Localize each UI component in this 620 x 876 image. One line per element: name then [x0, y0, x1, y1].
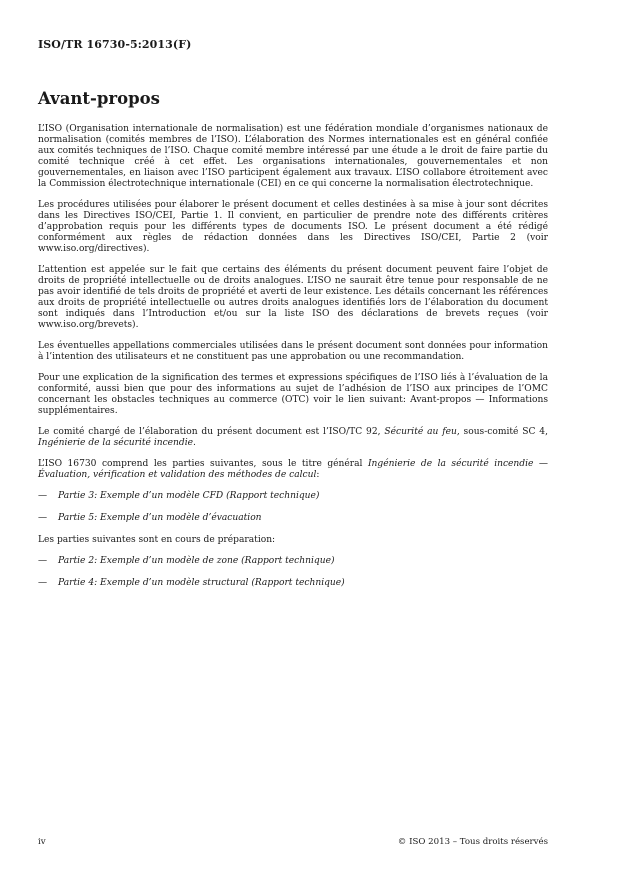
- paragraph-in-preparation: Les parties suivantes sont en cours de préparation:: [38, 535, 276, 545]
- committee-text-2: , sous-comité SC 4,: [456, 427, 548, 437]
- committee-tc-title: Sécurité au feu: [384, 427, 457, 437]
- committee-sc-title: Ingénierie de la sécurité incendie: [38, 438, 194, 448]
- committee-text-3: .: [193, 438, 196, 448]
- page-footer: [38, 837, 548, 847]
- foreword-body: [38, 124, 548, 600]
- list-dash: —: [38, 513, 48, 523]
- paragraph-procedures: Les procédures utilisées pour élaborer le présent document et celles destinées à sa mise à jour sont décrites dans les Directives ISO/CEI, Partie 1. Il convient, en particulier de prendre note des différents critères d’approbation requis pour les différents types de documents ISO. Le présent document a été rédigé conformément aux règles de rédaction données dans les Directives ISO/CEI, Partie 2 (voir www.iso.org/directives).: [38, 200, 548, 254]
- list-item-text: Partie 4: Exemple d’un modèle structural (Rapport technique): [58, 578, 345, 588]
- parts-intro-text: L’ISO 16730 comprend les parties suivantes, sous le titre général: [38, 459, 368, 469]
- paragraph-trade-names: Les éventuelles appellations commerciales utilisées dans le présent document sont données pour information à l’intention des utilisateurs et ne constituent pas une approbation ou une recommandation.: [38, 341, 548, 362]
- committee-text-1: Le comité chargé de l’élaboration du présent document est l’ISO/TC 92,: [38, 427, 385, 437]
- list-item: [38, 491, 548, 502]
- list-item-text: Partie 3: Exemple d’un modèle CFD (Rapport technique): [58, 491, 320, 501]
- list-dash: —: [38, 556, 48, 566]
- section-heading: Avant-propos: [38, 89, 160, 108]
- paragraph-patent-rights: L’attention est appelée sur le fait que certains des éléments du présent document peuvent faire l’objet de droits de propriété intellectuelle ou de droits analogues. L’ISO ne saurait être tenue pour responsable de ne pas avoir identifié de tels droits de propriété et averti de leur existence. Les détails concernant les références aux droits de propriété intellectuelle ou autres droits analogues identifiés lors de l’élaboration du document sont indiqués dans l’Introduction et/ou sur la liste ISO des déclarations de brevets reçues (voir www.iso.org/brevets).: [38, 265, 548, 330]
- paragraph-iso-organisation: L’ISO (Organisation internationale de normalisation) est une fédération mondiale d’organismes nationaux de normalisation (comités membres de l’ISO). L’élaboration des Normes internationales est en général confiée aux comités techniques de l’ISO. Chaque comité membre intéressé par une étude a le droit de faire partie du comité technique créé à cet effet. Les organisations internationales, gouvernementales et non gouvernementales, en liaison avec l’ISO participent également aux travaux. L’ISO collabore étroitement avec la Commission électrotechnique internationale (CEI) en ce qui concerne la normalisation électrotechnique.: [38, 124, 548, 189]
- list-dash: —: [38, 578, 48, 588]
- list-item: [38, 513, 548, 524]
- list-dash: —: [38, 491, 48, 501]
- paragraph-conformity: Pour une explication de la signification des termes et expressions spécifiques de l’ISO liés à l’évaluation de la conformité, aussi bien que pour des informations au sujet de l’adhésion de l’ISO aux principes de l’OMC concernant les obstacles techniques au commerce (OTC) voir le lien suivant: Avant-propos — Informations supplémentaires.: [38, 373, 548, 416]
- parts-intro-colon: :: [316, 470, 320, 480]
- paragraph-parts-intro: [38, 459, 548, 481]
- document-id: ISO/TR 16730-5:2013(F): [38, 38, 192, 51]
- copyright-notice: © ISO 2013 – Tous droits réservés: [397, 837, 548, 847]
- list-item: [38, 578, 548, 589]
- page-number: iv: [38, 837, 46, 847]
- paragraph-committee: [38, 427, 548, 449]
- list-item-text: Partie 2: Exemple d’un modèle de zone (Rapport technique): [58, 556, 335, 566]
- parts-general-title: Ingénierie de la sécurité incendie — Évaluation, vérification et validation des méthodes de calcul: [38, 459, 548, 480]
- list-item-text: Partie 5: Exemple d’un modèle d’évacuation: [58, 513, 262, 523]
- list-item: [38, 556, 548, 567]
